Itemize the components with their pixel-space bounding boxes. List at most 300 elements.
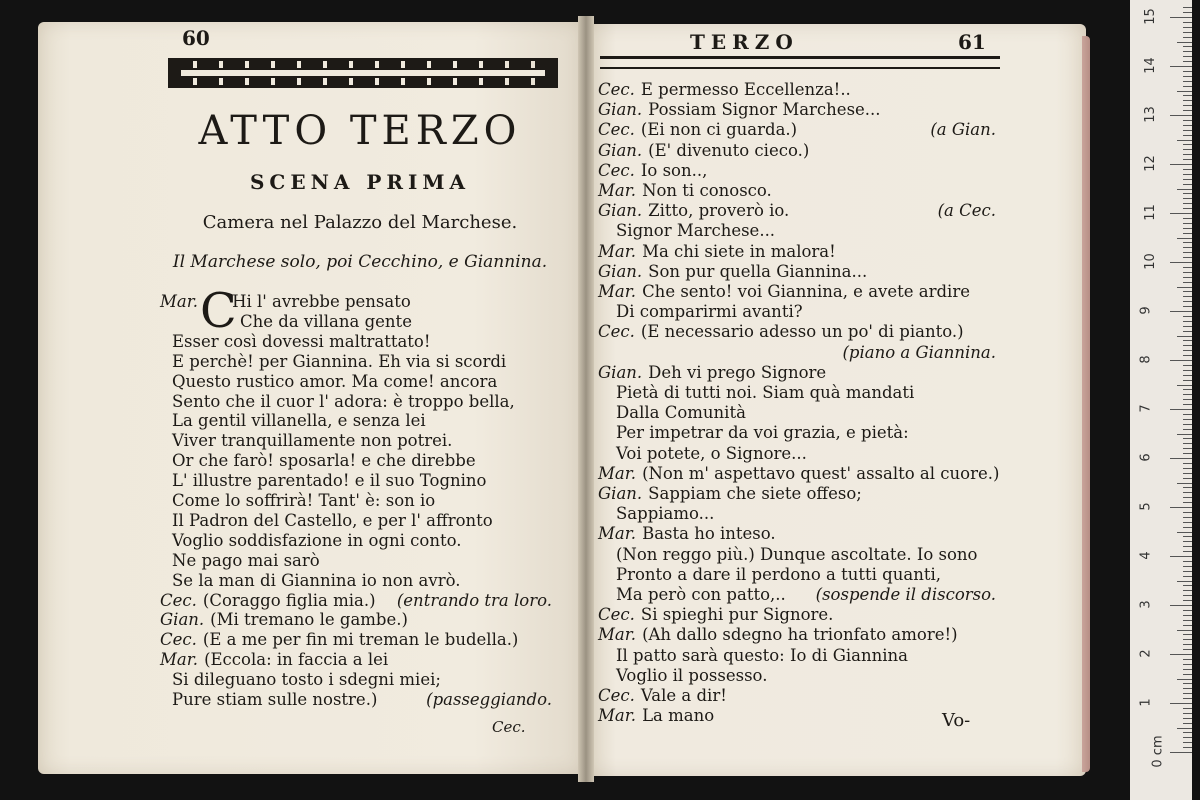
verse-line [616,444,807,464]
speaker-name: Gian. [598,100,643,120]
line-text: Di comparirmi avanti? [616,302,803,322]
scene-setting: Camera nel Palazzo del Marchese. [202,212,518,233]
ruler-tick [1183,130,1192,131]
ruler-tick [1170,605,1192,606]
ruler-label: 7 [1138,404,1154,413]
ruler-tick [1183,600,1192,601]
line-text: Esser così dovessi maltrattato! [172,331,431,351]
speaker-name: Mar. [598,241,637,261]
verse-line [598,605,833,625]
ruler-label: 1 [1138,698,1154,707]
left-catchword: Cec. [492,718,526,736]
ruler-tick [1183,193,1192,194]
verse-line [616,302,803,322]
scene-characters: Il Marchese solo, poi Cecchino, e Giannina. [172,252,548,272]
scene-title: SCENA PRIMA [249,170,471,194]
line-text: Dalla Comunità [616,403,746,423]
measuring-ruler [1130,0,1192,800]
speaker-name: Cec. [598,605,635,625]
ruler-tick [1183,242,1192,243]
verse-line [172,491,435,511]
act-title: ATTO TERZO [198,108,522,154]
ruler-tick [1183,282,1192,283]
ruler-tick [1183,595,1192,596]
verse-line [160,630,518,650]
ruler-tick [1183,228,1192,229]
ruler-label: 10 [1142,253,1158,270]
ruler-tick [1183,487,1192,488]
ruler-tick [1183,688,1192,689]
verse-line [598,686,727,706]
verse-line [172,670,441,690]
ruler-label: 11 [1142,204,1158,221]
line-text: Voi potete, o Signore... [616,443,807,463]
line-text: (E' divenuto cieco.) [648,140,810,160]
ruler-tick [1170,311,1192,312]
ruler-tick [1183,184,1192,185]
verse-line [598,484,862,504]
ruler-tick [1177,287,1192,288]
ruler-tick [1177,434,1192,435]
ruler-tick [1183,120,1192,121]
ruler-tick [1183,154,1192,155]
ruler-tick [1183,590,1192,591]
verse-line [598,181,772,201]
line-text: Che da villana gente [240,311,412,331]
verse-line [598,464,999,484]
ruler-tick [1183,429,1192,430]
ruler-tick [1183,365,1192,366]
line-text: Ma però con patto,.. [616,585,786,604]
speaker-name: Cec. [598,686,635,705]
ruler-tick [1170,360,1192,361]
ruler-tick [1170,17,1192,18]
ruler-tick [1183,585,1192,586]
line-text: Basta ho inteso. [642,524,776,544]
line-text: Pronto a dare il perdono a tutti quanti, [616,564,941,584]
line-text: La gentil villanella, e senza lei [172,411,426,431]
ruler-label: 15 [1142,8,1158,25]
ruler-tick [1183,355,1192,356]
verse-line [598,120,797,140]
line-text: Vale a dir! [640,686,727,705]
verse-line [598,141,809,161]
book-gutter [578,16,594,782]
speaker-name: Mar. [598,706,637,726]
ruler-tick [1170,409,1192,410]
ruler-tick [1183,414,1192,415]
verse-line [598,161,707,181]
ruler-label: 4 [1138,551,1154,560]
ruler-label: 14 [1142,57,1158,74]
ruler-label: 12 [1142,155,1158,172]
verse-line [616,646,908,666]
speaker-name: Gian. [598,261,643,281]
ruler-tick [1170,213,1192,214]
running-head: TERZO [690,30,799,54]
verse-line [160,650,388,670]
ruler-tick [1183,37,1192,38]
line-text: Sento che il cuor l' adora: è troppo bella, [172,391,515,411]
line-text: Questo rustico amor. Ma come! ancora [172,371,498,391]
ruler-tick [1183,536,1192,537]
ruler-tick [1183,497,1192,498]
ruler-tick [1183,443,1192,444]
ruler-tick [1183,394,1192,395]
line-text: Che sento! voi Giannina, e avete ardire [642,282,970,301]
ruler-tick [1170,458,1192,459]
ruler-tick [1183,517,1192,518]
ruler-tick [1177,140,1192,141]
ruler-tick [1183,664,1192,665]
ruler-tick [1183,174,1192,175]
line-text: Signor Marchese... [616,221,776,241]
drop-cap: C [200,283,237,339]
line-text: E permesso Eccellenza!.. [640,80,851,99]
verse-line [598,80,851,100]
ruler-tick [1183,478,1192,479]
line-text: Ma chi siete in malora! [642,241,836,261]
verse-line [598,242,836,262]
verse-line [598,201,789,221]
ruler-tick [1183,527,1192,528]
ruler-tick [1183,669,1192,670]
speaker-name: Mar. [160,292,199,311]
ruler-tick [1183,610,1192,611]
line-text: Deh vi prego Signore [648,362,827,382]
speaker-name: Gian. [160,610,205,630]
ruler-tick [1183,732,1192,733]
ruler-label: 0 cm [1150,735,1166,768]
line-text: (Mi tremano le gambe.) [210,610,408,630]
ruler-tick [1183,326,1192,327]
ruler-tick [1177,91,1192,92]
speaker-name: Gian. [598,140,643,160]
line-text: (Ah dallo sdegno ha trionfato amore!) [642,625,958,645]
left-page-number: 60 [182,26,210,50]
ruler-tick [1183,340,1192,341]
ruler-label: 8 [1138,355,1154,364]
ruler-tick [1183,12,1192,13]
ruler-tick [1183,22,1192,23]
verse-line [616,221,775,241]
ruler-tick [1183,698,1192,699]
ruler-tick [1183,473,1192,474]
ruler-tick [1183,404,1192,405]
ruler-tick [1183,747,1192,748]
ruler-tick [1177,679,1192,680]
ruler-tick [1183,389,1192,390]
speaker-name: Mar. [598,524,637,544]
ruler-tick [1183,713,1192,714]
ruler-tick [1183,546,1192,547]
line-text: (Non m' aspettavo quest' assalto al cuore.) [642,463,1000,483]
ruler-tick [1170,752,1192,753]
ruler-tick [1183,257,1192,258]
ruler-tick [1183,32,1192,33]
speaker-name: Mar. [598,463,637,483]
ruler-tick [1183,463,1192,464]
verse-line [172,392,515,412]
ruler-tick [1183,233,1192,234]
ruler-tick [1183,71,1192,72]
ruler-tick [1170,507,1192,508]
verse-line [598,100,881,120]
ruler-tick [1183,159,1192,160]
verse-line [160,292,411,312]
ruler-tick [1183,644,1192,645]
ruler-tick [1170,556,1192,557]
speaker-name: Gian. [598,201,643,221]
ruler-tick [1183,522,1192,523]
ruler-tick [1183,571,1192,572]
line-text: Or che farò! sposarla! e che direbbe [172,451,476,471]
right-page-number: 61 [958,30,986,54]
verse-line [172,471,486,491]
ruler-tick [1183,576,1192,577]
ruler-tick [1183,27,1192,28]
line-text: Come lo soffrirà! Tant' è: son io [172,491,436,510]
verse-line [616,504,714,524]
line-text: Per impetrar da voi grazia, e pietà: [616,423,909,443]
ruler-tick [1183,100,1192,101]
line-text: Possiam Signor Marchese... [648,100,881,120]
ruler-tick [1183,105,1192,106]
ruler-tick [1183,203,1192,204]
ruler-label: 3 [1138,600,1154,609]
ruler-tick [1183,615,1192,616]
line-text: La mano [642,706,715,726]
ruler-tick [1170,262,1192,263]
stage-direction: (entrando tra loro. [396,590,552,610]
ruler-tick [1183,56,1192,57]
ruler-tick [1183,51,1192,52]
ruler-tick [1183,625,1192,626]
verse-line [616,585,786,605]
ruler-tick [1183,125,1192,126]
line-text: Hi l' avrebbe pensato [232,292,411,311]
ruler-tick [1183,135,1192,136]
ruler-tick [1177,336,1192,337]
verse-line [598,262,867,282]
ruler-tick [1183,7,1192,8]
line-text: Il patto sarà questo: Io di Giannina [616,645,909,665]
verse-line [598,282,970,302]
line-text: Voglio soddisfazione in ogni conto. [172,530,462,550]
ruler-tick [1183,649,1192,650]
verse-line [172,431,452,451]
stage-direction: (a Cec. [937,201,996,221]
verse-line [172,411,426,431]
ruler-tick [1183,502,1192,503]
verse-line [616,423,909,443]
verse-line [172,511,493,531]
ruler-tick [1183,375,1192,376]
ruler-tick [1183,252,1192,253]
ruler-tick [1183,512,1192,513]
ruler-tick [1183,674,1192,675]
ruler-tick [1183,218,1192,219]
verse-line [598,322,964,342]
ruler-tick [1183,301,1192,302]
verse-line [616,545,977,565]
stage-direction: (piano a Giannina. [842,342,996,362]
ruler-tick [1183,76,1192,77]
ruler-tick [1177,728,1192,729]
ruler-tick [1183,267,1192,268]
ruler-tick [1177,42,1192,43]
ruler-tick [1183,316,1192,317]
ruler-tick [1183,331,1192,332]
ruler-tick [1183,453,1192,454]
ruler-tick [1183,306,1192,307]
verse-line [172,571,460,591]
ruler-tick [1183,468,1192,469]
ruler-tick [1183,179,1192,180]
line-text: L' illustre parentado! e il suo Tognino [172,471,487,491]
line-text: Zitto, proverò io. [648,201,790,221]
verse-line [598,524,776,544]
ruler-label: 2 [1138,649,1154,658]
line-text: (Ei non ci guarda.) [640,120,798,140]
ruler-tick [1183,639,1192,640]
ruler-tick [1183,424,1192,425]
line-text: Io son.., [640,160,708,180]
ruler-tick [1183,718,1192,719]
ruler-label: 6 [1138,453,1154,462]
line-text: Il Padron del Castello, e per l' affronto [172,510,493,530]
ruler-tick [1183,350,1192,351]
line-text: (Eccola: in faccia a lei [204,650,389,670]
verse-line [172,551,320,571]
verse-line [616,565,941,585]
line-text: Pietà di tutti noi. Siam quà mandati [616,383,915,402]
speaker-name: Mar. [598,282,637,301]
verse-line [172,372,497,392]
verse-line [616,403,746,423]
speaker-name: Gian. [598,362,643,382]
speaker-name: Gian. [598,484,643,503]
ruler-tick [1183,321,1192,322]
ruler-tick [1183,169,1192,170]
line-text: (Non reggo più.) Dunque ascoltate. Io sono [616,544,978,564]
verse-line [160,610,408,630]
ruler-tick [1183,399,1192,400]
line-text: (E necessario adesso un po' di pianto.) [640,322,964,342]
speaker-name: Mar. [598,625,637,645]
line-text: Se la man di Giannina io non avrò. [172,570,461,590]
line-text: E perchè! per Giannina. Eh via si scordi [172,351,507,371]
line-text: Sappiamo... [616,504,715,524]
ruler-tick [1183,551,1192,552]
ruler-tick [1183,620,1192,621]
ruler-tick [1177,630,1192,631]
ruler-tick [1170,115,1192,116]
ruler-tick [1183,737,1192,738]
ruler-tick [1183,380,1192,381]
speaker-name: Cec. [598,160,635,180]
speaker-name: Cec. [598,120,635,140]
ruler-tick [1183,693,1192,694]
speaker-name: Mar. [598,181,637,200]
ruler-tick [1177,483,1192,484]
ruler-tick [1183,95,1192,96]
ruler-tick [1183,438,1192,439]
header-rule [600,56,1000,69]
line-text: Voglio il possesso. [616,665,768,685]
ruler-tick [1183,272,1192,273]
verse-line [598,363,826,383]
stage-direction: (passeggiando. [426,690,552,709]
ruler-tick [1177,189,1192,190]
ruler-tick [1183,296,1192,297]
ruler-tick [1183,291,1192,292]
ruler-tick [1183,144,1192,145]
ruler-tick [1183,448,1192,449]
line-text: (E a me per fin mi treman le budella.) [202,630,519,650]
ruler-tick [1183,634,1192,635]
verse-line [172,352,506,372]
ruler-tick [1177,385,1192,386]
headpiece-ornament [168,58,558,88]
ruler-tick [1183,561,1192,562]
line-text: Pure stiam sulle nostre.) [172,690,378,709]
verse-line [160,591,376,611]
ruler-tick [1170,164,1192,165]
ruler-tick [1183,723,1192,724]
ruler-tick [1170,66,1192,67]
line-text: Son pur quella Giannina... [648,261,868,281]
ruler-tick [1183,149,1192,150]
ruler-tick [1183,110,1192,111]
ruler-tick [1183,659,1192,660]
verse-line [616,666,767,686]
verse-line [172,690,377,710]
line-text: Ne pago mai sarò [172,550,320,570]
speaker-name: Cec. [160,590,197,610]
ruler-tick [1183,492,1192,493]
ruler-label: 5 [1138,502,1154,511]
ruler-tick [1183,419,1192,420]
ruler-tick [1183,277,1192,278]
line-text: Viver tranquillamente non potrei. [172,431,453,451]
ruler-tick [1183,345,1192,346]
ruler-tick [1177,581,1192,582]
speaker-name: Cec. [160,630,197,650]
line-text: Sappiam che siete offeso; [648,484,862,503]
ruler-tick [1183,46,1192,47]
ruler-tick [1183,223,1192,224]
ruler-tick [1183,370,1192,371]
line-text: Si dileguano tosto i sdegni miei; [172,670,441,690]
speaker-name: Mar. [160,650,199,670]
ruler-tick [1170,654,1192,655]
ruler-tick [1177,532,1192,533]
ruler-tick [1183,247,1192,248]
line-text: Si spieghi pur Signore. [640,605,834,625]
ruler-tick [1183,81,1192,82]
ruler-tick [1183,708,1192,709]
ruler-tick [1183,683,1192,684]
ruler-tick [1183,566,1192,567]
ruler-tick [1183,86,1192,87]
page-edges-right [1082,36,1090,772]
ruler-label: 9 [1138,306,1154,315]
ruler-label: 13 [1142,106,1158,123]
stage-direction: (sospende il discorso. [815,585,996,604]
stage-direction: (a Gian. [930,120,996,140]
verse-line [172,531,462,551]
